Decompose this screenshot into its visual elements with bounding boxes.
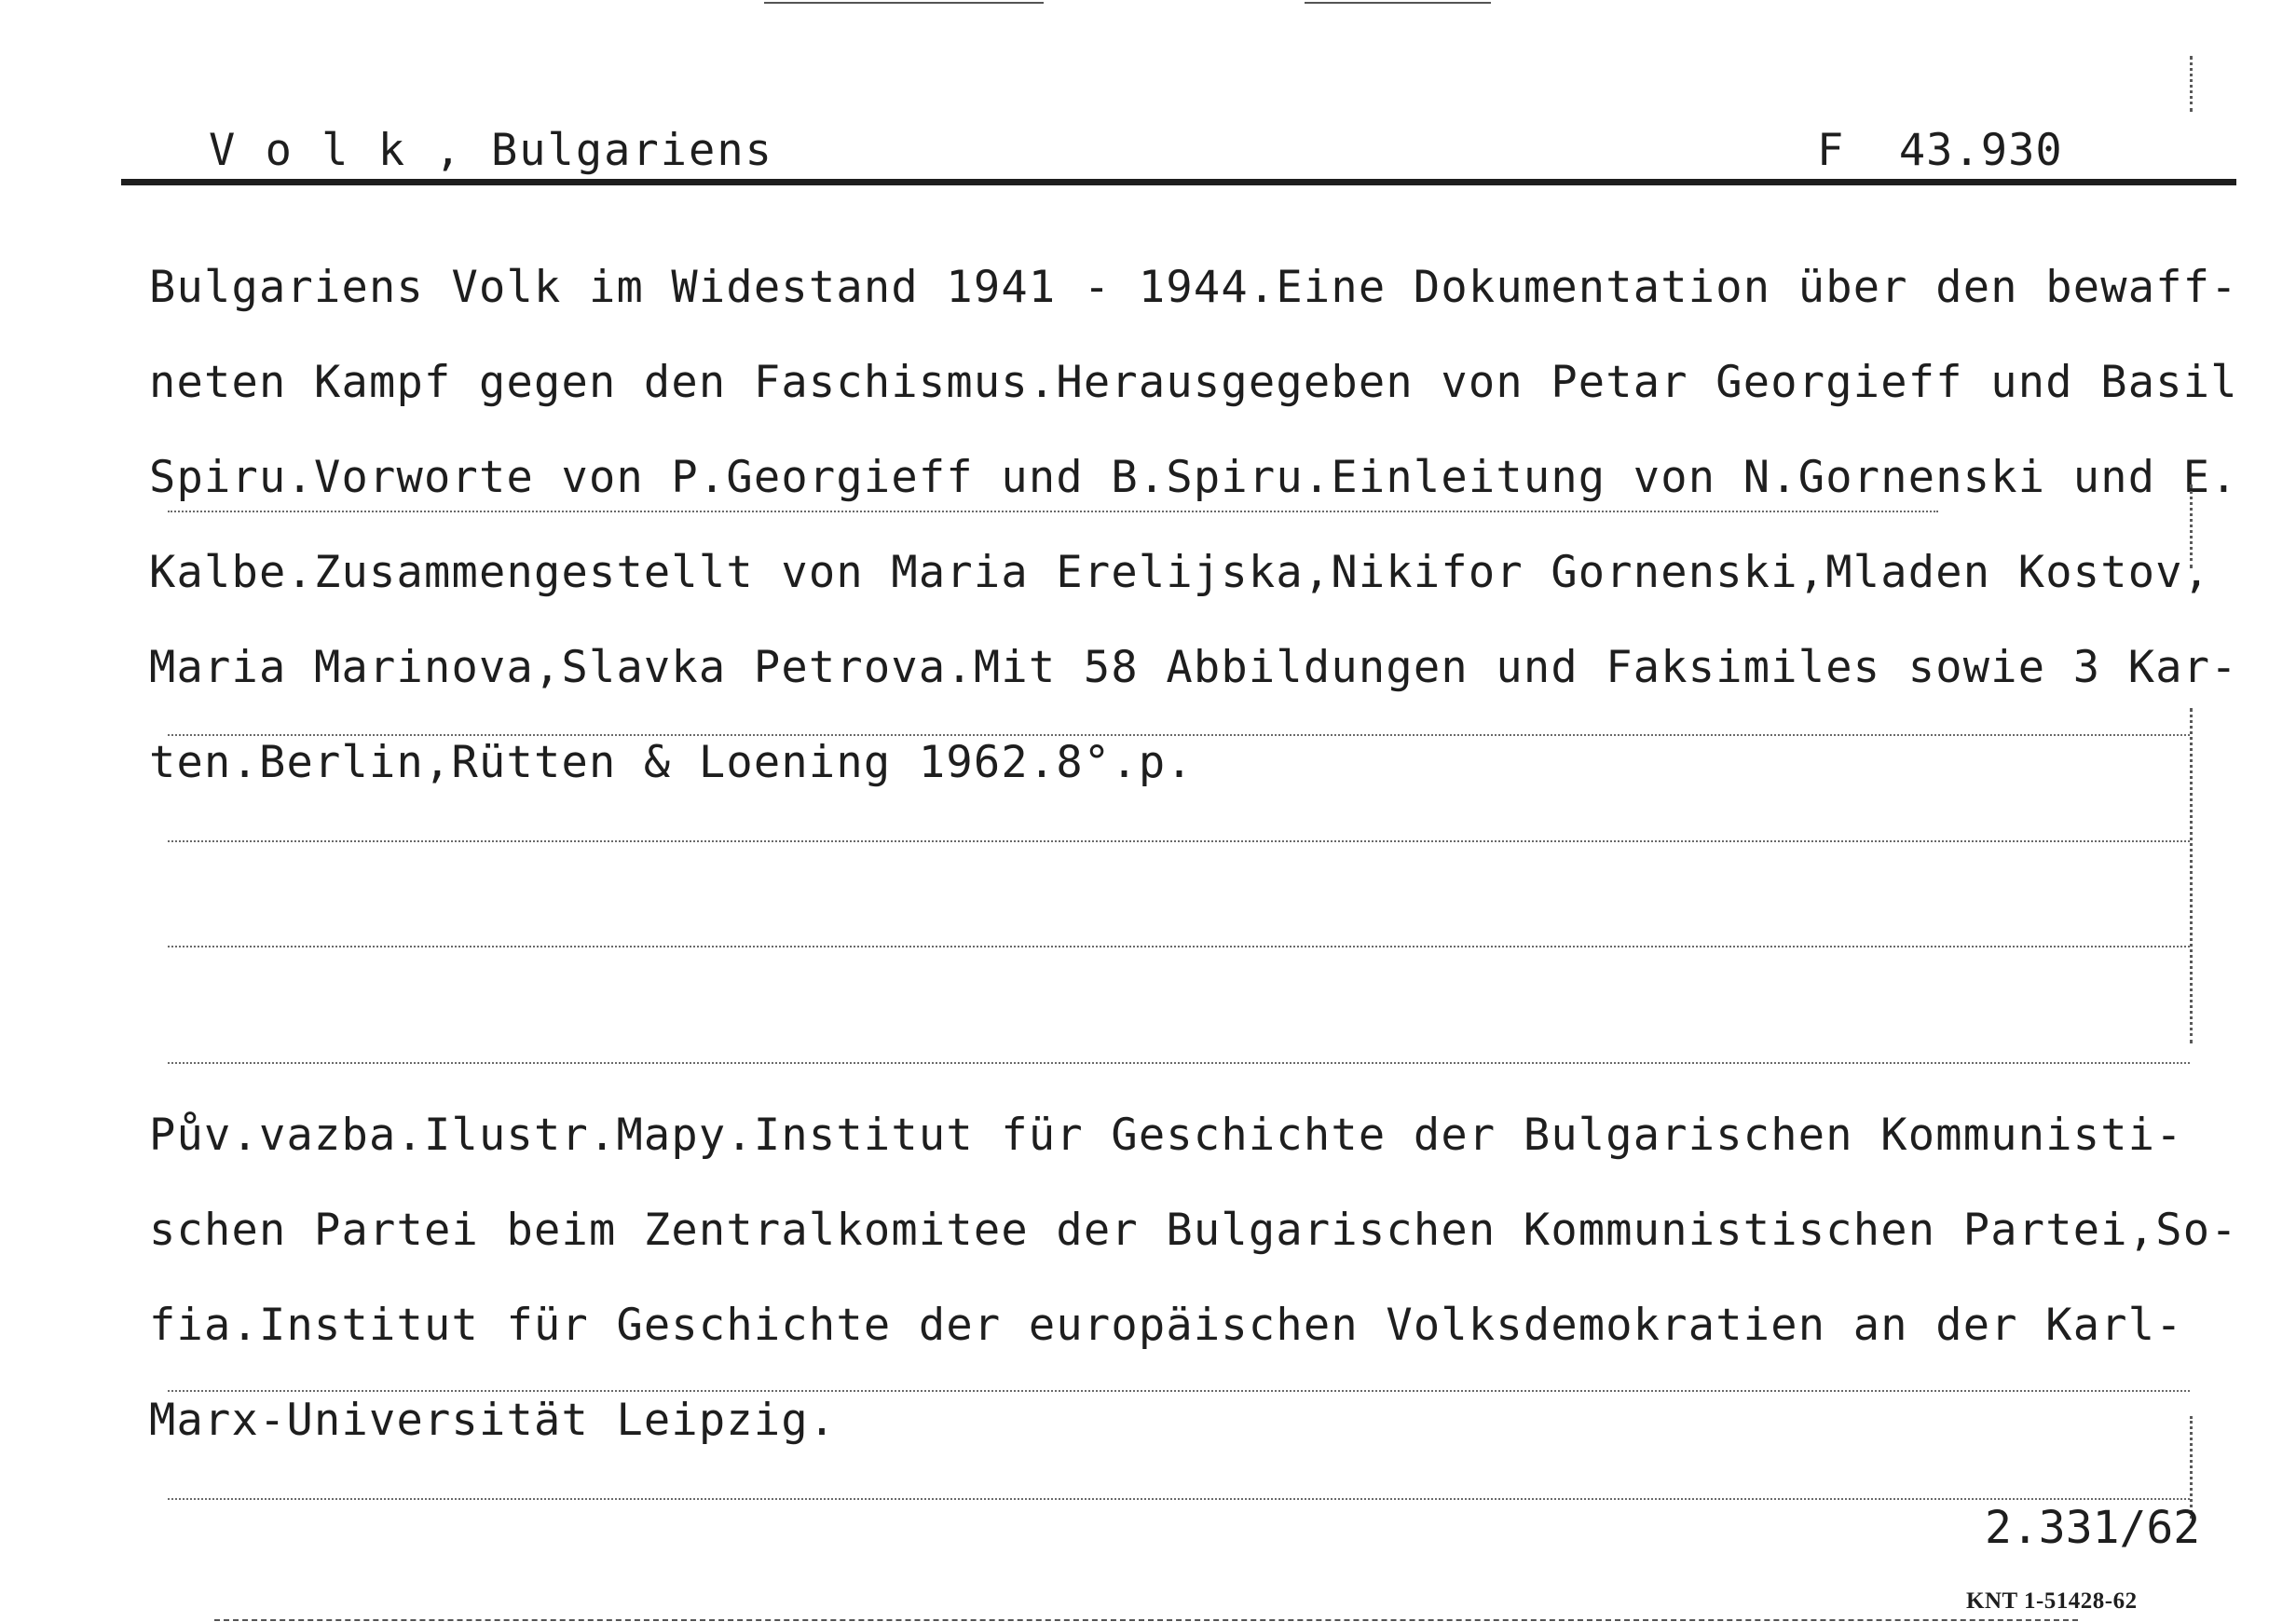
description-line: Bulgariens Volk im Widestand 1941 - 1944.Eine Dokumentation über den bewaff-: [149, 262, 2238, 313]
ruled-line: [168, 511, 1938, 512]
description-line: Maria Marinova,Slavka Petrova.Mit 58 Abbildungen und Faksimiles sowie 3 Kar-: [149, 642, 2238, 693]
card-heading-title: V o l k , Bulgariens: [209, 125, 773, 176]
ruled-line: [168, 1062, 2190, 1064]
ruled-line: [168, 734, 2190, 736]
ruled-line: [168, 840, 2190, 842]
ruled-line: [168, 946, 2190, 947]
margin-guide: [2190, 56, 2193, 112]
card-shelf-mark: F 43.930: [1817, 125, 2063, 176]
description-line: Kalbe.Zusammengestellt von Maria Erelijska,Nikifor Gornenski,Mladen Kostov,: [149, 547, 2211, 598]
description-line: ten.Berlin,Rütten & Loening 1962.8°.p.: [149, 737, 1194, 788]
description-line: neten Kampf gegen den Faschismus.Herausgegeben von Petar Georgieff und Basil: [149, 357, 2238, 408]
notes-line: Pův.vazba.Ilustr.Mapy.Institut für Geschichte der Bulgarischen Kommunisti-: [149, 1110, 2183, 1161]
notes-line: Marx-Universität Leipzig.: [149, 1395, 837, 1446]
bibliographic-description: [149, 240, 2292, 811]
margin-guide: [2190, 708, 2193, 1043]
margin-guide: [2190, 484, 2193, 568]
catalog-number: 2.331/62: [1985, 1502, 2201, 1554]
notes-line: schen Partei beim Zentralkomitee der Bulgarischen Kommunistischen Partei,So-: [149, 1205, 2238, 1256]
ruled-line: [168, 1498, 2190, 1500]
top-edge-mark: [764, 2, 1044, 4]
heading-rule: [121, 179, 2236, 185]
card-notes: [149, 1088, 2292, 1468]
notes-line: fia.Institut für Geschichte der europäischen Volksdemokratien an der Karl-: [149, 1300, 2183, 1351]
printer-mark: KNT 1-51428-62: [1966, 1588, 2138, 1614]
description-line: Spiru.Vorworte von P.Georgieff und B.Spiru.Einleitung von N.Gornenski und E.: [149, 452, 2238, 503]
top-edge-mark: [1305, 2, 1491, 4]
bottom-edge-mark: [214, 1619, 2078, 1621]
